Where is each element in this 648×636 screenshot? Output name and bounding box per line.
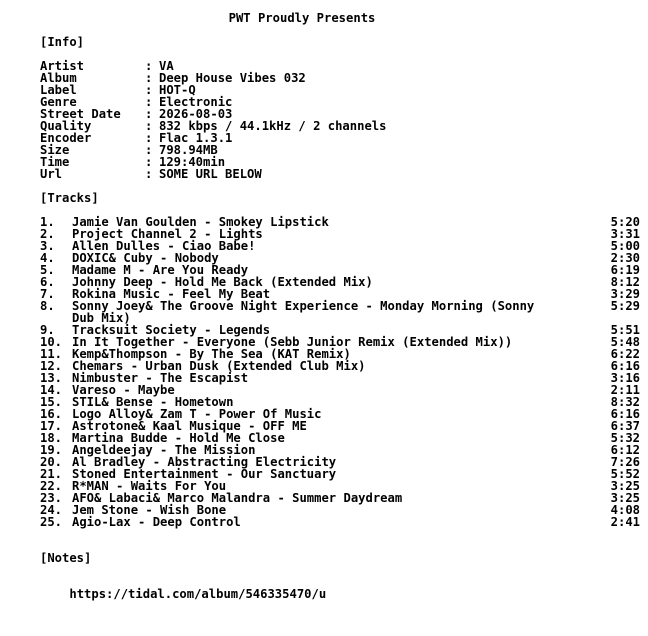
track-list	[40, 216, 640, 528]
info-separator: :	[145, 131, 153, 145]
track-number: 12.	[40, 359, 63, 373]
track-number: 9.	[40, 323, 55, 337]
track-duration: 6:37	[610, 419, 640, 433]
info-separator: :	[145, 83, 153, 97]
track-number: 13.	[40, 371, 63, 385]
track-row	[40, 300, 640, 324]
track-number: 3.	[40, 239, 55, 253]
notes-heading: [Notes]	[40, 551, 92, 565]
track-number: 23.	[40, 491, 63, 505]
track-duration: 5:00	[610, 239, 640, 253]
track-title: Martina Budde - Hold Me Close	[72, 431, 285, 445]
info-separator: :	[145, 59, 153, 73]
track-title: Astrotone& Kaal Musique - OFF ME	[72, 419, 307, 433]
track-duration: 5:52	[610, 467, 640, 481]
track-number: 4.	[40, 251, 55, 265]
track-number: 15.	[40, 395, 63, 409]
track-number: 16.	[40, 407, 63, 421]
info-separator: :	[145, 95, 153, 109]
track-duration: 5:51	[610, 323, 640, 337]
info-value: Electronic	[159, 95, 233, 109]
track-duration: 3:25	[610, 491, 640, 505]
track-number: 6.	[40, 275, 55, 289]
track-title: Madame M - Are You Ready	[72, 263, 249, 277]
info-key: Artist	[40, 59, 85, 73]
info-key: Size	[40, 143, 70, 157]
album-link[interactable]: https://tidal.com/album/546335470/u	[69, 587, 327, 601]
track-number: 11.	[40, 347, 63, 361]
info-separator: :	[145, 71, 153, 85]
info-value: 798.94MB	[159, 143, 218, 157]
track-title: AFO& Labaci& Marco Malandra - Summer Daydream	[72, 491, 403, 505]
track-number: 7.	[40, 287, 55, 301]
track-number: 25.	[40, 515, 63, 529]
track-title: In It Together - Everyone (Sebb Junior Remix (Extended Mix))	[72, 335, 513, 349]
notes-url[interactable]	[40, 576, 326, 612]
track-duration: 6:16	[610, 407, 640, 421]
info-separator: :	[145, 167, 153, 181]
track-duration: 4:08	[610, 503, 640, 517]
track-duration: 5:48	[610, 335, 640, 349]
track-title: Tracksuit Society - Legends	[72, 323, 271, 337]
info-key: Label	[40, 83, 77, 97]
track-duration: 5:32	[610, 431, 640, 445]
track-duration: 2:11	[610, 383, 640, 397]
info-key: Genre	[40, 95, 77, 109]
track-title: R*MAN - Waits For You	[72, 479, 227, 493]
track-duration: 5:20	[610, 215, 640, 229]
track-title: Johnny Deep - Hold Me Back (Extended Mix)	[72, 275, 373, 289]
track-title: Project Channel 2 - Lights	[72, 227, 263, 241]
track-title: Nimbuster - The Escapist	[72, 371, 249, 385]
info-key: Encoder	[40, 131, 92, 145]
track-title: Vareso - Maybe	[72, 383, 175, 397]
track-duration: 7:26	[610, 455, 640, 469]
track-number: 1.	[40, 215, 55, 229]
track-number: 19.	[40, 443, 63, 457]
track-duration: 6:12	[610, 443, 640, 457]
track-row	[40, 516, 640, 528]
track-title: DOXIC& Cuby - Nobody	[72, 251, 219, 265]
info-row	[40, 72, 386, 84]
track-number: 20.	[40, 455, 63, 469]
track-duration: 8:12	[610, 275, 640, 289]
info-separator: :	[145, 119, 153, 133]
track-duration: 3:25	[610, 479, 640, 493]
info-value: Deep House Vibes 032	[159, 71, 306, 85]
info-key: Album	[40, 71, 77, 85]
track-number: 22.	[40, 479, 63, 493]
track-title: Sonny Joey& The Groove Night Experience - Monday Morning (Sonny Dub Mix)	[72, 299, 535, 325]
info-key: Quality	[40, 119, 92, 133]
tracks-heading: [Tracks]	[40, 191, 99, 205]
info-separator: :	[145, 143, 153, 157]
track-title: Rokina Music - Feel My Beat	[72, 287, 271, 301]
info-list	[40, 60, 386, 180]
info-value: Flac 1.3.1	[159, 131, 233, 145]
info-key: Street Date	[40, 107, 121, 121]
track-duration: 3:16	[610, 371, 640, 385]
track-title: Al Bradley - Abstracting Electricity	[72, 455, 337, 469]
track-title: Chemars - Urban Dusk (Extended Club Mix)	[72, 359, 366, 373]
track-title: Jem Stone - Wish Bone	[72, 503, 227, 517]
info-key: Url	[40, 167, 63, 181]
track-duration: 6:22	[610, 347, 640, 361]
track-title: Allen Dulles - Ciao Babe!	[72, 239, 256, 253]
info-heading: [Info]	[40, 35, 85, 49]
info-value: 129:40min	[159, 155, 226, 169]
info-value: 2026-08-03	[159, 107, 233, 121]
track-title: Logo Alloy& Zam T - Power Of Music	[72, 407, 322, 421]
track-number: 2.	[40, 227, 55, 241]
info-key: Time	[40, 155, 70, 169]
info-value: VA	[159, 59, 174, 73]
info-separator: :	[145, 155, 153, 169]
track-duration: 8:32	[610, 395, 640, 409]
track-title: Stoned Entertainment - Our Sanctuary	[72, 467, 337, 481]
info-separator: :	[145, 107, 153, 121]
info-value: SOME URL BELOW	[159, 167, 262, 181]
track-number: 18.	[40, 431, 63, 445]
track-duration: 2:41	[610, 515, 640, 529]
track-number: 8.	[40, 299, 55, 313]
info-value: HOT-Q	[159, 83, 196, 97]
track-duration: 3:29	[610, 287, 640, 301]
track-duration: 5:29	[610, 299, 640, 313]
track-duration: 2:30	[610, 251, 640, 265]
track-duration: 3:31	[610, 227, 640, 241]
track-title: Agio-Lax - Deep Control	[72, 515, 241, 529]
track-duration: 6:19	[610, 263, 640, 277]
info-row	[40, 168, 386, 180]
track-number: 21.	[40, 467, 63, 481]
track-number: 24.	[40, 503, 63, 517]
track-title: STIL& Bense - Hometown	[72, 395, 234, 409]
info-value: 832 kbps / 44.1kHz / 2 channels	[159, 119, 387, 133]
track-title: Kemp&Thompson - By The Sea (KAT Remix)	[72, 347, 351, 361]
track-duration: 6:16	[610, 359, 640, 373]
track-title: Angeldeejay - The Mission	[72, 443, 256, 457]
track-title: Jamie Van Goulden - Smokey Lipstick	[72, 215, 329, 229]
release-header: PWT Proudly Presents	[228, 11, 376, 25]
track-number: 14.	[40, 383, 63, 397]
track-number: 5.	[40, 263, 55, 277]
track-number: 17.	[40, 419, 63, 433]
track-number: 10.	[40, 335, 63, 349]
